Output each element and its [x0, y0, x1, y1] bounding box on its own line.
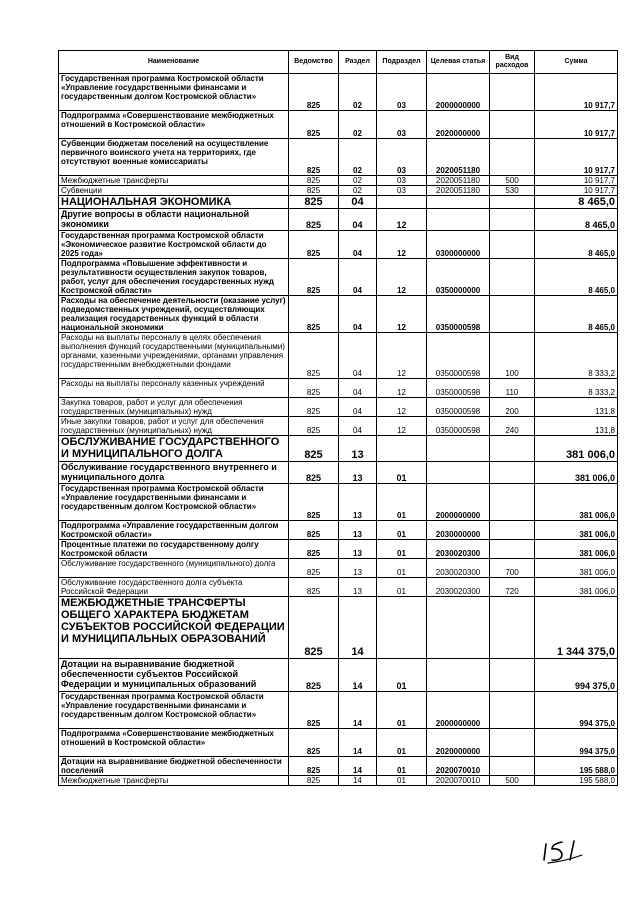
cell-name: Подпрограмма «Повышение эффективности и результативности осуществления закупок товаров, работ, услуг для обеспечения государственных нужд Костромской области» — [59, 259, 289, 296]
cell-amount: 381 006,0 — [535, 559, 618, 578]
cell-expense-type — [490, 692, 535, 729]
cell-section: 14 — [339, 729, 377, 757]
cell-department: 825 — [289, 176, 339, 186]
cell-subsection: 01 — [377, 659, 427, 692]
cell-expense-type: 110 — [490, 379, 535, 398]
cell-name: МЕЖБЮДЖЕТНЫЕ ТРАНСФЕРТЫ ОБЩЕГО ХАРАКТЕРА БЮДЖЕТАМ СУБЪЕКТОВ РОССИЙСКОЙ ФЕДЕРАЦИИ И МУНИЦИПАЛЬНЫХ ОБРАЗОВАНИЙ — [59, 597, 289, 659]
cell-department: 825 — [289, 209, 339, 231]
cell-target: 0350000598 — [427, 379, 490, 398]
budget-table — [58, 50, 618, 786]
table-row — [59, 597, 618, 659]
cell-department: 825 — [289, 379, 339, 398]
cell-target: 0350000598 — [427, 296, 490, 333]
cell-section: 13 — [339, 462, 377, 484]
column-header-amount: Сумма — [535, 51, 618, 74]
cell-amount: 10 917,7 — [535, 74, 618, 111]
table-row — [59, 139, 618, 176]
cell-name: Субвенции бюджетам поселений на осуществление первичного воинского учета на территориях, где отсутствуют военные комиссариаты — [59, 139, 289, 176]
cell-name: Расходы на обеспечение деятельности (оказание услуг) подведомственных учреждений, осуществляющих реализация государственных функций в области национальной экономики — [59, 296, 289, 333]
table-header-row — [59, 51, 618, 74]
cell-department: 825 — [289, 559, 339, 578]
cell-name: Процентные платежи по государственному долгу Костромской области — [59, 540, 289, 559]
cell-subsection — [377, 196, 427, 209]
cell-target: 2020000000 — [427, 729, 490, 757]
cell-amount: 8 333,2 — [535, 333, 618, 379]
cell-subsection: 01 — [377, 462, 427, 484]
cell-department: 825 — [289, 398, 339, 417]
cell-section: 04 — [339, 379, 377, 398]
cell-department: 825 — [289, 231, 339, 259]
cell-section: 04 — [339, 398, 377, 417]
cell-expense-type: 500 — [490, 176, 535, 186]
cell-amount: 10 917,7 — [535, 186, 618, 196]
cell-department: 825 — [289, 597, 339, 659]
cell-department: 825 — [289, 776, 339, 786]
cell-expense-type — [490, 296, 535, 333]
cell-amount: 994 375,0 — [535, 659, 618, 692]
cell-section: 04 — [339, 296, 377, 333]
column-header-section: Раздел — [339, 51, 377, 74]
cell-target: 2030020300 — [427, 540, 490, 559]
cell-target: 0350000598 — [427, 333, 490, 379]
table-row — [59, 186, 618, 196]
cell-expense-type — [490, 111, 535, 139]
cell-name: Подпрограмма «Совершенствование межбюджетных отношений в Костромской области» — [59, 729, 289, 757]
cell-name: Дотации на выравнивание бюджетной обеспеченности субъектов Российской Федерации и муниципальных образований — [59, 659, 289, 692]
cell-target: 2000000000 — [427, 692, 490, 729]
cell-subsection: 03 — [377, 176, 427, 186]
cell-target — [427, 659, 490, 692]
budget-page — [58, 50, 617, 786]
cell-department: 825 — [289, 296, 339, 333]
cell-subsection: 12 — [377, 231, 427, 259]
cell-section: 04 — [339, 231, 377, 259]
table-row — [59, 74, 618, 111]
cell-name: НАЦИОНАЛЬНАЯ ЭКОНОМИКА — [59, 196, 289, 209]
cell-subsection: 12 — [377, 259, 427, 296]
cell-expense-type: 720 — [490, 578, 535, 597]
cell-department: 825 — [289, 417, 339, 436]
table-row — [59, 436, 618, 462]
cell-target: 2030020300 — [427, 578, 490, 597]
cell-section: 04 — [339, 209, 377, 231]
cell-section: 13 — [339, 484, 377, 521]
cell-amount: 994 375,0 — [535, 729, 618, 757]
table-row — [59, 484, 618, 521]
cell-amount: 8 465,0 — [535, 231, 618, 259]
cell-expense-type — [490, 757, 535, 776]
cell-subsection: 01 — [377, 776, 427, 786]
cell-expense-type — [490, 540, 535, 559]
cell-subsection: 03 — [377, 74, 427, 111]
cell-amount: 381 006,0 — [535, 462, 618, 484]
cell-expense-type — [490, 659, 535, 692]
cell-expense-type — [490, 139, 535, 176]
cell-expense-type — [490, 196, 535, 209]
cell-name: Межбюджетные трансферты — [59, 176, 289, 186]
cell-subsection — [377, 436, 427, 462]
cell-expense-type — [490, 729, 535, 757]
cell-name: Другие вопросы в области национальной экономики — [59, 209, 289, 231]
cell-target: 2020051180 — [427, 139, 490, 176]
cell-expense-type — [490, 209, 535, 231]
cell-target — [427, 196, 490, 209]
cell-name: Иные закупки товаров, работ и услуг для обеспечения государственных (муниципальных) нужд — [59, 417, 289, 436]
cell-name: ОБСЛУЖИВАНИЕ ГОСУДАРСТВЕННОГО И МУНИЦИПАЛЬНОГО ДОЛГА — [59, 436, 289, 462]
table-row — [59, 659, 618, 692]
cell-subsection — [377, 597, 427, 659]
cell-expense-type: 100 — [490, 333, 535, 379]
cell-name: Расходы на выплаты персоналу в целях обеспечения выполнения функций государственными (муниципальными) органами, казенными учреждениями, органами управления государственными внебюджетными фондами — [59, 333, 289, 379]
cell-name: Подпрограмма «Совершенствование межбюджетных отношений в Костромской области» — [59, 111, 289, 139]
table-row — [59, 559, 618, 578]
cell-expense-type — [490, 462, 535, 484]
table-row — [59, 111, 618, 139]
cell-target: 2020000000 — [427, 111, 490, 139]
cell-subsection: 01 — [377, 540, 427, 559]
table-row — [59, 462, 618, 484]
handwritten-page-number — [540, 836, 590, 866]
cell-department: 825 — [289, 729, 339, 757]
cell-section: 13 — [339, 540, 377, 559]
cell-section: 14 — [339, 776, 377, 786]
cell-amount: 381 006,0 — [535, 521, 618, 540]
column-header-name: Наименование — [59, 51, 289, 74]
cell-target: 2020070010 — [427, 757, 490, 776]
table-row — [59, 398, 618, 417]
cell-subsection: 01 — [377, 692, 427, 729]
cell-section: 02 — [339, 186, 377, 196]
cell-expense-type: 530 — [490, 186, 535, 196]
cell-name: Обслуживание государственного (муниципального) долга — [59, 559, 289, 578]
cell-section: 14 — [339, 757, 377, 776]
cell-name: Государственная программа Костромской области «Управление государственными финансами и государственным долгом Костромской области» — [59, 484, 289, 521]
cell-department: 825 — [289, 186, 339, 196]
cell-section: 13 — [339, 559, 377, 578]
cell-target — [427, 597, 490, 659]
cell-department: 825 — [289, 196, 339, 209]
cell-expense-type — [490, 521, 535, 540]
cell-section: 04 — [339, 333, 377, 379]
cell-section: 13 — [339, 521, 377, 540]
table-row — [59, 521, 618, 540]
cell-expense-type: 700 — [490, 559, 535, 578]
cell-subsection: 03 — [377, 111, 427, 139]
cell-amount: 8 465,0 — [535, 196, 618, 209]
cell-department: 825 — [289, 757, 339, 776]
cell-name: Государственная программа Костромской области «Экономическое развитие Костромской области до 2025 года» — [59, 231, 289, 259]
cell-amount: 131,8 — [535, 398, 618, 417]
table-row — [59, 417, 618, 436]
cell-section: 02 — [339, 139, 377, 176]
table-row — [59, 578, 618, 597]
cell-target: 2020070010 — [427, 776, 490, 786]
cell-target: 2000000000 — [427, 74, 490, 111]
table-row — [59, 729, 618, 757]
cell-department: 825 — [289, 578, 339, 597]
table-row — [59, 176, 618, 186]
cell-amount: 381 006,0 — [535, 578, 618, 597]
cell-target: 2030000000 — [427, 521, 490, 540]
cell-target: 2030020300 — [427, 559, 490, 578]
cell-amount: 131,8 — [535, 417, 618, 436]
cell-expense-type: 240 — [490, 417, 535, 436]
cell-expense-type — [490, 259, 535, 296]
cell-target: 0300000000 — [427, 231, 490, 259]
cell-amount: 10 917,7 — [535, 139, 618, 176]
cell-target: 2000000000 — [427, 484, 490, 521]
cell-department: 825 — [289, 692, 339, 729]
cell-subsection: 01 — [377, 559, 427, 578]
table-row — [59, 379, 618, 398]
cell-name: Государственная программа Костромской области «Управление государственными финансами и государственным долгом Костромской области» — [59, 692, 289, 729]
cell-target: 0350000000 — [427, 259, 490, 296]
cell-amount: 195 588,0 — [535, 757, 618, 776]
cell-expense-type: 500 — [490, 776, 535, 786]
cell-subsection: 01 — [377, 729, 427, 757]
cell-amount: 10 917,7 — [535, 176, 618, 186]
cell-amount: 195 588,0 — [535, 776, 618, 786]
cell-subsection: 01 — [377, 484, 427, 521]
cell-name: Расходы на выплаты персоналу казенных учреждений — [59, 379, 289, 398]
cell-name: Дотации на выравнивание бюджетной обеспеченности поселений — [59, 757, 289, 776]
cell-target — [427, 436, 490, 462]
cell-section: 04 — [339, 417, 377, 436]
cell-department: 825 — [289, 333, 339, 379]
cell-subsection: 12 — [377, 296, 427, 333]
cell-section: 14 — [339, 597, 377, 659]
cell-section: 02 — [339, 74, 377, 111]
cell-target: 0350000598 — [427, 398, 490, 417]
cell-name: Межбюджетные трансферты — [59, 776, 289, 786]
cell-target — [427, 209, 490, 231]
cell-department: 825 — [289, 484, 339, 521]
table-row — [59, 540, 618, 559]
cell-name: Обслуживание государственного долга субъекта Российской Федерации — [59, 578, 289, 597]
table-row — [59, 333, 618, 379]
cell-expense-type: 200 — [490, 398, 535, 417]
cell-target — [427, 462, 490, 484]
cell-name: Закупка товаров, работ и услуг для обеспечения государственных (муниципальных) нужд — [59, 398, 289, 417]
cell-department: 825 — [289, 74, 339, 111]
cell-expense-type — [490, 74, 535, 111]
column-header-target: Целевая статья — [427, 51, 490, 74]
cell-section: 14 — [339, 659, 377, 692]
table-row — [59, 296, 618, 333]
cell-department: 825 — [289, 521, 339, 540]
cell-name: Подпрограмма «Управление государственным долгом Костромской области» — [59, 521, 289, 540]
table-row — [59, 692, 618, 729]
cell-amount: 381 006,0 — [535, 484, 618, 521]
cell-amount: 1 344 375,0 — [535, 597, 618, 659]
cell-subsection: 01 — [377, 578, 427, 597]
cell-department: 825 — [289, 462, 339, 484]
column-header-subsection: Подраздел — [377, 51, 427, 74]
table-row — [59, 757, 618, 776]
cell-section: 04 — [339, 259, 377, 296]
cell-expense-type — [490, 436, 535, 462]
cell-amount: 8 465,0 — [535, 209, 618, 231]
cell-department: 825 — [289, 436, 339, 462]
cell-amount: 994 375,0 — [535, 692, 618, 729]
cell-section: 04 — [339, 196, 377, 209]
cell-amount: 10 917,7 — [535, 111, 618, 139]
cell-target: 2020051180 — [427, 186, 490, 196]
cell-subsection: 12 — [377, 379, 427, 398]
cell-section: 13 — [339, 578, 377, 597]
column-header-department: Ведомство — [289, 51, 339, 74]
cell-target: 0350000598 — [427, 417, 490, 436]
cell-expense-type — [490, 484, 535, 521]
cell-subsection: 03 — [377, 139, 427, 176]
cell-subsection: 12 — [377, 209, 427, 231]
cell-amount: 381 006,0 — [535, 436, 618, 462]
table-row — [59, 196, 618, 209]
cell-amount: 8 333,2 — [535, 379, 618, 398]
cell-department: 825 — [289, 111, 339, 139]
cell-amount: 381 006,0 — [535, 540, 618, 559]
cell-expense-type — [490, 597, 535, 659]
cell-section: 02 — [339, 176, 377, 186]
cell-name: Обслуживание государственного внутреннего и муниципального долга — [59, 462, 289, 484]
table-row — [59, 209, 618, 231]
cell-subsection: 12 — [377, 398, 427, 417]
cell-department: 825 — [289, 540, 339, 559]
cell-amount: 8 465,0 — [535, 296, 618, 333]
column-header-expense-type: Вид расходов — [490, 51, 535, 74]
table-row — [59, 231, 618, 259]
table-row — [59, 776, 618, 786]
cell-name: Государственная программа Костромской области «Управление государственными финансами и государственным долгом Костромской области» — [59, 74, 289, 111]
cell-subsection: 12 — [377, 333, 427, 379]
cell-amount: 8 465,0 — [535, 259, 618, 296]
cell-expense-type — [490, 231, 535, 259]
cell-section: 13 — [339, 436, 377, 462]
table-row — [59, 259, 618, 296]
cell-department: 825 — [289, 259, 339, 296]
cell-subsection: 01 — [377, 521, 427, 540]
cell-department: 825 — [289, 659, 339, 692]
table-body — [59, 74, 618, 786]
cell-target: 2020051180 — [427, 176, 490, 186]
cell-subsection: 12 — [377, 417, 427, 436]
cell-section: 02 — [339, 111, 377, 139]
cell-subsection: 01 — [377, 757, 427, 776]
cell-department: 825 — [289, 139, 339, 176]
cell-name: Субвенции — [59, 186, 289, 196]
cell-section: 14 — [339, 692, 377, 729]
cell-subsection: 03 — [377, 186, 427, 196]
